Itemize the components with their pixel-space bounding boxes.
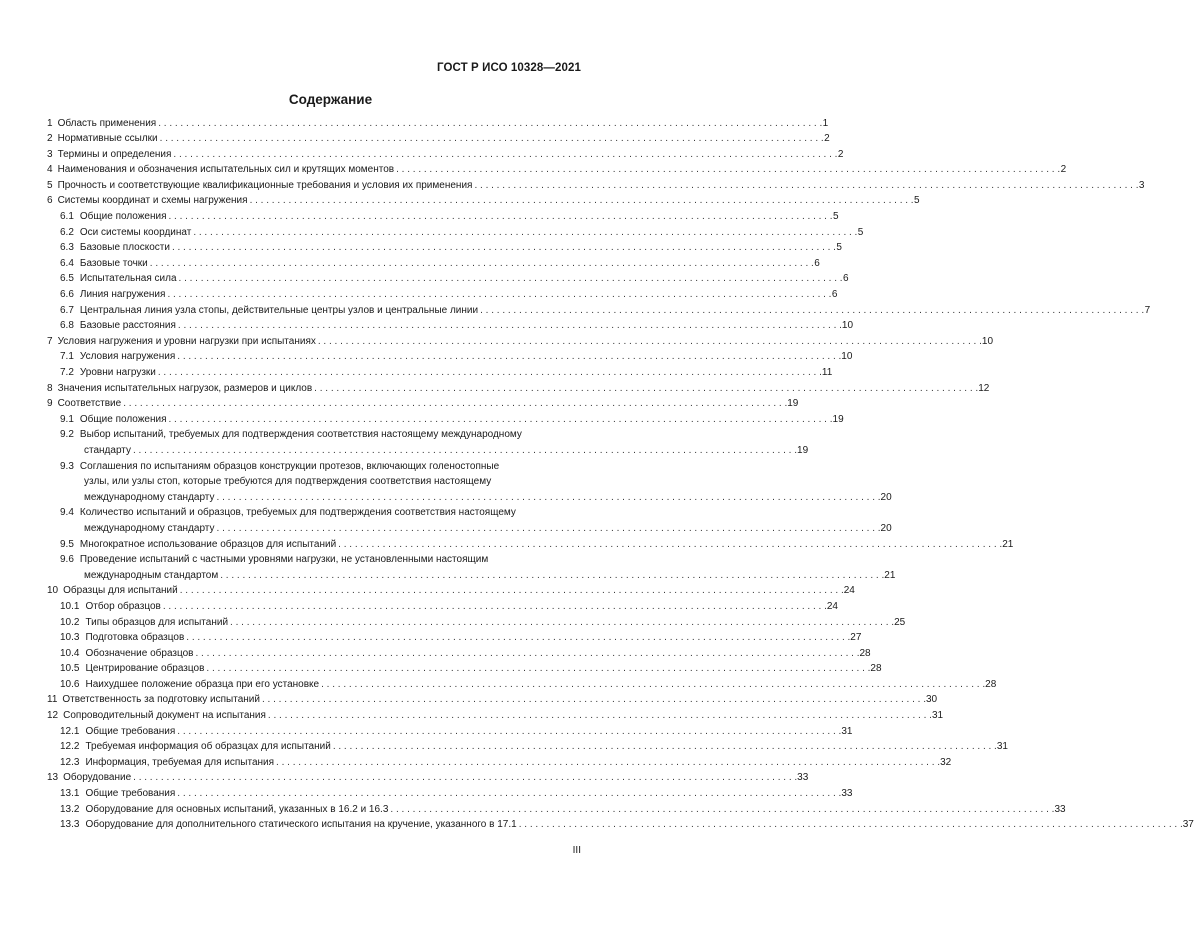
dot-leader xyxy=(175,724,841,740)
toc-entry-title: Отбор образцов xyxy=(85,600,161,612)
toc-entry-title: Прочность и соответствующие квалификационные требования и условия их применения xyxy=(57,179,473,191)
dot-leader xyxy=(121,396,787,412)
toc-entry-page: 37 xyxy=(1182,819,1194,831)
toc-entry[interactable] xyxy=(47,334,994,350)
toc-entry-title: Образцы для испытаний xyxy=(63,585,178,597)
dot-leader xyxy=(191,225,857,241)
toc-entry-number: 12.3 xyxy=(60,756,80,768)
toc-entry-number: 9.4 xyxy=(60,507,74,519)
toc-entry-title: международному стандарту xyxy=(84,491,215,503)
toc-entry[interactable] xyxy=(47,193,920,209)
dot-leader xyxy=(148,256,814,272)
toc-entry-page: 5 xyxy=(836,242,842,254)
toc-entry[interactable] xyxy=(47,708,944,724)
toc-entry-title: Общие требования xyxy=(85,725,176,737)
toc-entry-page: 31 xyxy=(841,725,853,737)
toc-entry-page: 21 xyxy=(884,569,896,581)
toc-entry-page: 10 xyxy=(841,351,853,363)
toc-entry-title: международным стандартом xyxy=(84,569,219,581)
dot-leader xyxy=(167,209,833,225)
toc-entry-title: Нормативные ссылки xyxy=(57,133,158,145)
toc-entry[interactable] xyxy=(47,427,809,458)
toc-entry-page: 32 xyxy=(940,756,952,768)
toc-entry[interactable] xyxy=(47,396,799,412)
toc-entry[interactable] xyxy=(47,271,849,287)
toc-entry-title: Базовые расстояния xyxy=(79,320,176,332)
dot-leader xyxy=(331,739,997,755)
toc-entry-number: 6.7 xyxy=(60,304,74,316)
toc-entry-title: Условия нагружения и уровни нагрузки при испытаниях xyxy=(57,335,316,347)
toc-entry-page: 10 xyxy=(981,335,994,347)
toc-entry-title: Линия нагружения xyxy=(79,289,166,301)
toc-entry-title: узлы, или узлы стоп, которые требуются для подтверждения соответствия настоящему xyxy=(84,476,492,488)
toc-entry[interactable] xyxy=(47,692,938,708)
toc-entry-title: Общие положения xyxy=(79,413,167,425)
toc-entry-number: 10.2 xyxy=(60,616,80,628)
toc-entry-title: Наихудшее положение образца при его установке xyxy=(85,678,320,690)
toc-entry-number: 9.5 xyxy=(60,538,74,550)
toc-entry[interactable] xyxy=(47,381,990,397)
toc-entry-number: 2 xyxy=(47,133,53,145)
toc-entry-number: 6 xyxy=(47,195,53,207)
toc-entry-page: 33 xyxy=(797,772,809,784)
toc-entry-title: Сопроводительный документ на испытания xyxy=(63,710,266,722)
toc-entry[interactable] xyxy=(47,178,1145,194)
toc-entry[interactable] xyxy=(47,802,1066,818)
toc-entry-number: 6.6 xyxy=(60,289,74,301)
toc-entry-page: 11 xyxy=(821,367,833,378)
page-title: Содержание xyxy=(288,92,373,107)
dot-leader xyxy=(156,116,822,132)
toc-entry[interactable] xyxy=(47,661,882,677)
toc-entry[interactable] xyxy=(47,349,853,365)
toc-entry-number: 5 xyxy=(47,179,53,191)
toc-entry-title: Базовые точки xyxy=(79,257,148,269)
dot-leader xyxy=(228,615,894,631)
dot-leader xyxy=(394,162,1060,178)
toc-entry-number: 13.3 xyxy=(60,819,80,831)
toc-entry-title: Соответствие xyxy=(57,398,122,410)
toc-entry-page: 5 xyxy=(914,195,920,207)
toc-entry-title: Типы образцов для испытаний xyxy=(85,616,229,628)
toc-entry-page: 27 xyxy=(850,632,862,644)
toc-entry-title: Обозначение образцов xyxy=(85,647,194,659)
toc-entry-number: 10.5 xyxy=(60,663,80,675)
toc-entry-number: 10.6 xyxy=(60,678,80,690)
toc-entry-page: 12 xyxy=(978,382,990,394)
toc-entry-number: 10 xyxy=(47,585,59,597)
toc-entry-title: Условия нагружения xyxy=(79,351,176,363)
toc-entry-title: Центральная линия узла стопы, действительные центры узлов и центральные линии xyxy=(79,304,479,316)
toc-entry-number: 6.2 xyxy=(60,226,74,238)
toc-entry-title: Оси системы координат xyxy=(79,226,192,238)
toc-entry-title: Оборудование для дополнительного статического испытания на кручение, указанного в 17.1 xyxy=(85,819,517,831)
toc-entry-title: Оборудование xyxy=(63,772,132,784)
toc-entry-title: Базовые плоскости xyxy=(79,242,170,254)
toc-entry[interactable] xyxy=(47,724,853,740)
toc-entry[interactable] xyxy=(47,240,842,256)
toc-entry[interactable] xyxy=(47,677,997,693)
dot-leader xyxy=(517,817,1183,833)
toc-entry-title: Общие требования xyxy=(85,788,176,800)
toc-entry-title: Ответственность за подготовку испытаний xyxy=(62,694,260,706)
toc-entry[interactable] xyxy=(47,755,952,771)
dot-leader xyxy=(175,786,841,802)
toc-entry-page: 25 xyxy=(894,616,906,628)
dot-leader xyxy=(170,240,836,256)
dot-leader xyxy=(131,445,797,456)
toc-entry[interactable] xyxy=(47,303,1151,319)
dot-leader xyxy=(218,570,884,581)
toc-entry-title: Оборудование для основных испытаний, указанных в 16.2 и 16.3 xyxy=(85,803,389,815)
toc-entry-number: 11 xyxy=(47,694,58,706)
toc-entry-page: 19 xyxy=(787,398,799,410)
toc-entry-title: Значения испытательных нагрузок, размеров и циклов xyxy=(57,382,313,394)
toc-entry-number: 6.1 xyxy=(60,211,74,223)
dot-leader xyxy=(215,492,881,503)
dot-leader xyxy=(316,334,982,350)
toc-entry-title: Требуемая информация об образцах для испытаний xyxy=(85,741,331,753)
toc-entry[interactable] xyxy=(47,412,844,428)
dot-leader xyxy=(167,412,833,428)
toc-entry-page: 28 xyxy=(985,678,997,690)
toc-entry-number: 10.3 xyxy=(60,632,80,644)
toc-entry-page: 24 xyxy=(826,600,838,612)
dot-leader xyxy=(215,523,881,534)
dot-leader xyxy=(336,537,1002,553)
toc-entry-page: 19 xyxy=(832,413,844,425)
toc-entry-page: 2 xyxy=(1060,164,1067,176)
toc-entry-page: 31 xyxy=(931,710,944,722)
toc-entry-page: 19 xyxy=(797,444,809,456)
dot-leader xyxy=(184,630,850,646)
toc-entry-page: 20 xyxy=(880,522,892,534)
toc-entry-number: 6.5 xyxy=(60,273,74,285)
dot-leader xyxy=(204,661,870,677)
toc-entry-title: Общие положения xyxy=(79,211,167,223)
toc-entry-title: Уровни нагрузки xyxy=(79,367,156,378)
toc-entry[interactable] xyxy=(47,817,1194,833)
toc-entry-page: 7 xyxy=(1144,304,1151,316)
toc-entry-number: 9.3 xyxy=(60,460,74,472)
toc-entry[interactable] xyxy=(47,630,862,646)
toc-entry-number: 12.1 xyxy=(60,725,80,737)
toc-entry-page: 10 xyxy=(841,320,854,332)
toc-entry-number: 8 xyxy=(47,382,53,394)
toc-entry[interactable] xyxy=(47,116,829,132)
dot-leader xyxy=(158,131,824,147)
toc-entry-page: 33 xyxy=(841,788,853,800)
dot-leader xyxy=(248,193,914,209)
toc-entry[interactable] xyxy=(47,365,833,381)
dot-leader xyxy=(156,365,822,381)
toc-entry[interactable] xyxy=(47,646,871,662)
toc-entry-page: 2 xyxy=(837,148,844,160)
toc-entry-number: 4 xyxy=(47,164,53,176)
dot-leader xyxy=(161,599,827,615)
toc-entry-number: 9.1 xyxy=(60,413,74,425)
toc-entry-title: Область применения xyxy=(57,117,157,129)
toc-entry-number: 9.6 xyxy=(60,554,74,566)
toc-entry-number: 13 xyxy=(47,772,59,784)
toc-entry-title: международному стандарту xyxy=(84,522,215,534)
toc-entry-title: Проведение испытаний с частными уровнями нагрузки, не установленными настоящим xyxy=(79,554,489,566)
toc-entry[interactable] xyxy=(47,552,896,583)
dot-leader xyxy=(319,677,985,693)
toc-entry[interactable] xyxy=(47,786,853,802)
toc-entry-number: 3 xyxy=(47,148,53,160)
toc-entry-number: 6.3 xyxy=(60,242,74,254)
toc-entry-title: Термины и определения xyxy=(57,148,172,160)
toc-entry[interactable] xyxy=(47,147,844,163)
toc-entry-title: Системы координат и схемы нагружения xyxy=(57,195,248,207)
dot-leader xyxy=(478,303,1144,319)
toc-entry-page: 5 xyxy=(857,226,864,238)
dot-leader xyxy=(274,755,940,771)
toc-entry[interactable] xyxy=(47,256,820,272)
toc-entry-page: 3 xyxy=(1138,179,1145,191)
toc-entry-title: Наименования и обозначения испытательных сил и крутящих моментов xyxy=(57,164,395,176)
toc-entry-number: 9 xyxy=(47,398,53,410)
toc-entry-page: 6 xyxy=(842,273,849,285)
page-number: III xyxy=(572,845,581,856)
toc-entry-page: 20 xyxy=(880,491,892,503)
toc-entry-title: Выбор испытаний, требуемых для подтверждения соответствия настоящему международному xyxy=(79,429,522,441)
dot-leader xyxy=(177,271,843,287)
toc-entry-page: 24 xyxy=(843,585,855,597)
toc-entry-page: 28 xyxy=(870,663,882,675)
toc-entry-page: 31 xyxy=(996,741,1008,753)
toc-entry-title: Испытательная сила xyxy=(79,273,177,285)
dot-leader xyxy=(171,147,837,163)
toc-entry-title: Информация, требуемая для испытания xyxy=(85,756,275,768)
toc-entry-number: 1 xyxy=(47,117,53,129)
toc-entry[interactable] xyxy=(47,287,838,303)
toc-entry[interactable] xyxy=(47,318,854,334)
dot-leader xyxy=(175,349,841,365)
dot-leader xyxy=(131,770,797,786)
table-of-contents xyxy=(47,116,1194,833)
toc-entry-page: 1 xyxy=(822,117,829,129)
toc-entry-number: 7 xyxy=(47,335,53,347)
toc-entry-number: 12 xyxy=(47,710,59,722)
toc-entry-number: 7.1 xyxy=(60,351,74,363)
toc-entry-number: 6.4 xyxy=(60,257,74,269)
toc-entry-number: 13.2 xyxy=(60,803,80,815)
toc-entry[interactable] xyxy=(47,599,838,615)
toc-entry-title: Соглашения по испытаниям образцов конструкции протезов, включающих голеностопные xyxy=(79,460,500,472)
dot-leader xyxy=(193,646,859,662)
toc-entry-page: 28 xyxy=(859,647,871,659)
toc-entry[interactable] xyxy=(47,162,1067,178)
dot-leader xyxy=(260,692,926,708)
toc-entry-number: 7.2 xyxy=(60,367,74,378)
dot-leader xyxy=(266,708,932,724)
toc-entry-title: стандарту xyxy=(84,444,131,456)
dot-leader xyxy=(165,287,831,303)
dot-leader xyxy=(178,583,844,599)
toc-entry[interactable] xyxy=(47,770,809,786)
toc-entry-number: 9.2 xyxy=(60,429,74,441)
toc-entry[interactable] xyxy=(47,505,892,536)
toc-entry[interactable] xyxy=(47,225,864,241)
dot-leader xyxy=(176,318,842,334)
toc-entry-page: 6 xyxy=(814,257,820,269)
toc-entry-number: 12.2 xyxy=(60,741,80,753)
toc-entry-page: 30 xyxy=(926,694,938,706)
toc-entry-page: 21 xyxy=(1002,538,1014,550)
dot-leader xyxy=(472,178,1138,194)
toc-entry-page: 5 xyxy=(832,211,839,223)
toc-entry-page: 6 xyxy=(831,289,838,301)
toc-entry-title: Подготовка образцов xyxy=(85,632,185,644)
dot-leader xyxy=(388,802,1054,818)
dot-leader xyxy=(312,381,978,397)
toc-entry-number: 13.1 xyxy=(60,788,80,800)
toc-entry-page: 33 xyxy=(1054,803,1066,815)
toc-entry-title: Центрирование образцов xyxy=(85,663,205,675)
toc-entry-title: Многократное использование образцов для испытаний xyxy=(79,538,337,550)
toc-entry[interactable] xyxy=(47,739,1008,755)
toc-entry-number: 10.1 xyxy=(60,600,80,612)
toc-entry[interactable] xyxy=(47,131,830,147)
toc-entry-number: 6.8 xyxy=(60,320,74,332)
toc-entry[interactable] xyxy=(47,583,855,599)
toc-entry-title: Количество испытаний и образцов, требуемых для подтверждения соответствия настоящему xyxy=(79,507,516,519)
toc-entry[interactable] xyxy=(47,537,1014,553)
toc-entry-page: 2 xyxy=(824,133,830,145)
toc-entry[interactable] xyxy=(47,459,892,506)
standard-code: ГОСТ Р ИСО 10328—2021 xyxy=(436,62,581,74)
toc-entry[interactable] xyxy=(47,209,839,225)
toc-entry[interactable] xyxy=(47,615,906,631)
toc-entry-number: 10.4 xyxy=(60,647,80,659)
